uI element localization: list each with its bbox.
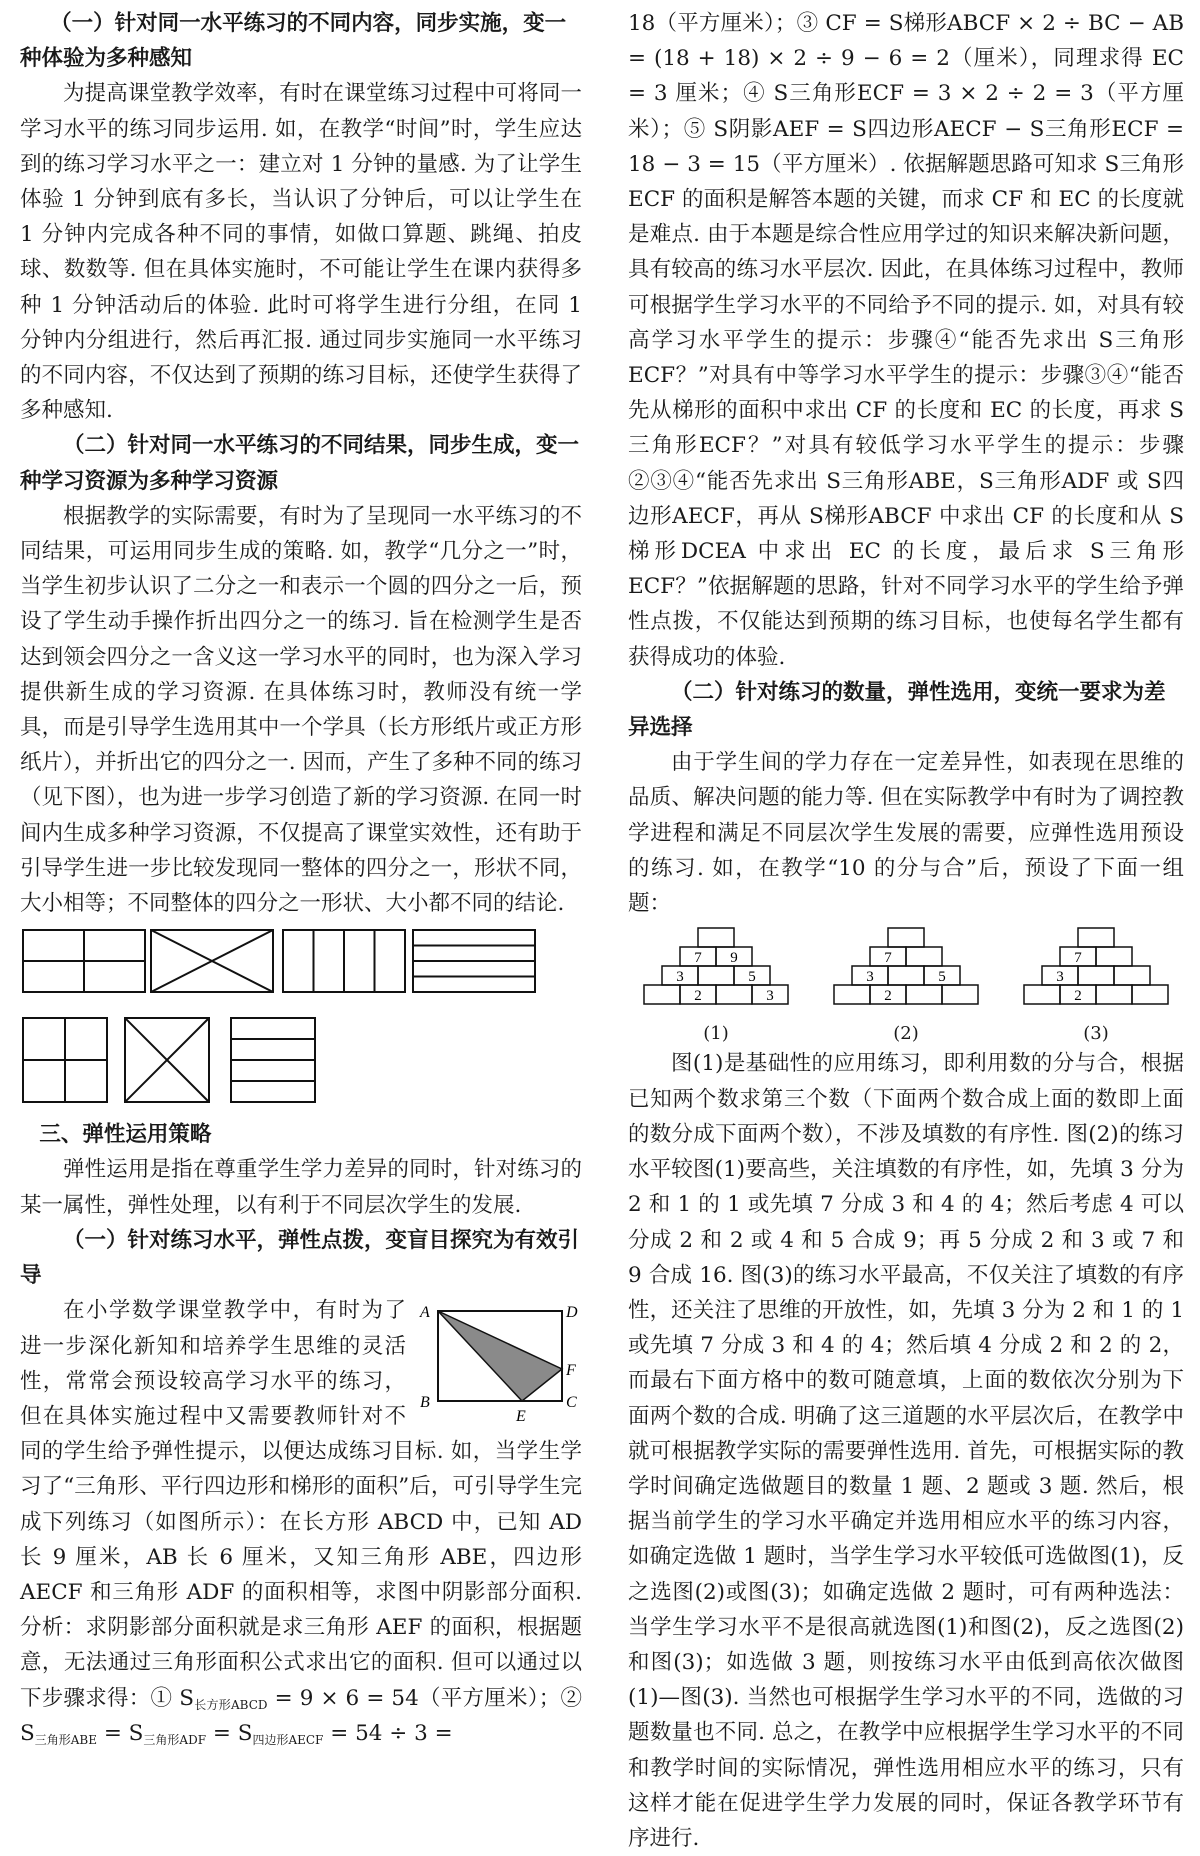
formula-part: = 9 × 6 = 54（平方厘米）；② S <box>20 1685 582 1746</box>
square-quarters-horizontal <box>230 1017 316 1103</box>
cell: 2 <box>694 988 702 1005</box>
cell: 3 <box>866 969 874 986</box>
number-pyramids <box>640 927 1172 1046</box>
section-heading-5: （二）针对练习的数量，弹性选用，变统一要求为差异选择 <box>628 679 1166 741</box>
cell: 3 <box>766 988 774 1005</box>
quarter-folding-figure <box>20 927 582 1113</box>
cell: 3 <box>676 969 684 986</box>
pyramid-1 <box>640 927 792 1046</box>
pyramid-2 <box>830 927 982 1046</box>
cell: 5 <box>748 969 756 986</box>
pyramid-2-caption: (2) <box>893 1023 919 1045</box>
square-quarters-diagonals <box>124 1017 210 1103</box>
rect-quarters-vertical <box>282 929 406 993</box>
pyramid-3 <box>1020 927 1172 1046</box>
paragraph-3: 弹性运用是指在尊重学生学力差异的同时，针对练习的某一属性，弹性处理，以有利于不同层次学生的发展. <box>20 1157 582 1218</box>
cell: 3 <box>1056 969 1064 986</box>
pyramid-3-caption: (3) <box>1083 1023 1109 1045</box>
formula-part: = S <box>96 1720 144 1746</box>
paragraph-2: 根据教学的实际需要，有时为了呈现同一水平练习的不同结果，可运用同步生成的策略. 如，教学“几分之一”时，当学生初步认识了二分之一和表示一个圆的四分之一后，预设了学生动手操作折出四分之一的练习. 旨在检测学生是否达到领会四分之一含义这一学习水平的同时，也为深入学习提供新生成的学习资源. 在具体练习时，教师没有统一学具，而是引导学生选用其中一个学具（长方形纸片或正方形纸片），并折出它的四分之一. 因而，产生了多种不同的练习（见下图），也为进一步学习创造了新的学习资源. 在同一时间内生成多种学习资源，不仅提高了课堂实效性，还有助于引导学生进一步比较发现同一整体的四分之一，形状不同，大小相等；不同整体的四分之一形状、大小都不同的结论. <box>20 503 582 917</box>
rect-quarters-horizontal <box>412 929 536 993</box>
label-a: A <box>420 1304 430 1322</box>
formula-part: = 54 ÷ 3 = <box>323 1720 453 1746</box>
cell: 2 <box>1074 988 1082 1005</box>
subscript: 长方形ABCD <box>194 1697 268 1712</box>
pyramid-1-grid <box>640 927 792 1007</box>
pyramid-2-grid <box>830 927 982 1007</box>
cell: 5 <box>938 969 946 986</box>
cell: 7 <box>694 950 702 967</box>
cell: 7 <box>1074 950 1082 967</box>
subscript: 三角形ADF <box>143 1732 207 1747</box>
left-column <box>20 6 582 1751</box>
section-heading-1: （一）针对同一水平练习的不同内容，同步实施，变一种体验为多种感知 <box>20 11 567 72</box>
subscript: 四边形AECF <box>252 1732 324 1747</box>
label-e: E <box>516 1408 526 1426</box>
label-d: D <box>566 1304 578 1322</box>
cell: 7 <box>884 950 892 967</box>
section-heading-3: 三、弹性运用策略 <box>39 1122 212 1148</box>
rectangle-abcd-figure <box>414 1297 582 1425</box>
label-c: C <box>566 1394 577 1412</box>
section-heading-2: （二）针对同一水平练习的不同结果，同步生成，变一种学习资源为多种学习资源 <box>20 433 580 494</box>
paragraph-1: 为提高课堂教学效率，有时在课堂练习过程中可将同一学习水平的练习同步运用. 如，在教学“时间”时，学生应达到的练习学习水平之一：建立对 1 分钟的量感. 为了让学生体验 1 分钟到底有多长，当认识了分钟后，可以让学生在 1 分钟内完成各种不同的事情，如做口算题、跳绳、拍皮球、数数等. 但在具体实施时，不可能让学生在课内获得多种 1 分钟活动后的体验. 此时可将学生进行分组，在同 1 分钟内分组进行，然后再汇报. 通过同步实施同一水平练习的不同内容，不仅达到了预期的练习目标，还使学生获得了多种感知. <box>20 81 582 424</box>
rect-quarters-grid <box>22 929 146 993</box>
right-column <box>628 6 1184 1856</box>
formula-part: = S <box>206 1720 253 1746</box>
section-heading-4: （一）针对练习水平，弹性点拨，变盲目探究为有效引导 <box>20 1227 580 1289</box>
label-f: F <box>566 1362 576 1380</box>
rect-quarters-diagonals <box>150 929 274 993</box>
subscript: 三角形ABE <box>34 1732 97 1747</box>
label-b: B <box>420 1394 430 1412</box>
paragraph-5: 18（平方厘米）；③ CF = S梯形ABCF × 2 ÷ BC − AB = (18 + 18) × 2 ÷ 9 − 6 = 2（厘米），同理求得 EC = 3 厘米；④ S三角形ECF = 3 × 2 ÷ 2 = 3（平方厘米）；⑤ S阴影AEF = S四边形AECF − S三角形ECF = 18 − 3 = 15（平方厘米）. 依据解题思路可知求 S三角形ECF 的面积是解答本题的关键，而求 CF 和 EC 的长度就是难点. 由于本题是综合性应用学过的知识来解决新问题，具有较高的练习水平层次. 因此，在具体练习过程中，教师可根据学生学习水平的不同给予不同的提示. 如，对具有较高学习水平学生的提示：步骤④“能否先求出 S三角形ECF？”对具有中等学习水平学生的提示：步骤③④“能否先从梯形的面积中求出 CF 的长度和 EC 的长度，再求 S三角形ECF？”对具有较低学习水平学生的提示：步骤②③④“能否先求出 S三角形ABE，S三角形ADF 或 S四边形AECF，再从 S梯形ABCF 中求出 CF 的长度和从 S梯形DCEA 中求出 EC 的长度，最后求 S三角形ECF？”依据解题的思路，针对不同学习水平的学生给予弹性点拨，不仅能达到预期的练习目标，也使每名学生都有获得成功的体验. <box>628 11 1184 670</box>
cell: 9 <box>730 950 738 967</box>
paragraph-7: 图(1)是基础性的应用练习，即利用数的分与合，根据已知两个数求第三个数（下面两个数合成上面的数即上面的数分成下面两个数），不涉及填数的有序性. 图(2)的练习水平较图(1)要高些，关注填数的有序性，如，先填 3 分为 2 和 1 的 1 或先填 7 分成 3 和 4 的 4；然后考虑 4 可以分成 2 和 2 或 4 和 5 合成 9；再 5 分成 2 和 3 或 7 和 9 合成 16. 图(3)的练习水平最高，不仅关注了填数的有序性，还关注了思维的开放性，如，先填 3 分为 2 和 1 的 1 或先填 7 分成 3 和 4 的 4；然后填 4 分成 2 和 2 的 2，而最右下面方格中的数可随意填，上面的数依次分别为下面两个数的合成. 明确了这三道题的水平层次后，在教学中就可根据教学实际的需要弹性选用. 首先，可根据实际的教学时间确定选做题目的数量 1 题、2 题或 3 题. 然后，根据当前学生的学习水平确定并选用相应水平的练习内容，如确定选做 1 题时，当学生学习水平较低可选做图(1)，反之选图(2)或图(3)；如确定选做 2 题时，可有两种选法：当学生学习水平不是很高就选图(1)和图(2)，反之选图(2)和图(3)；如选做 3 题，则按练习水平由低到高依次做图(1)—图(3). 当然也可根据学生学习水平的不同，选做的习题数量也不同. 总之，在教学中应根据学生学习水平的不同和教学时间的实际情况，弹性选用相应水平的练习，只有这样才能在促进学生学力发展的同时，保证各教学环节有序进行. <box>628 1051 1184 1851</box>
pyramid-3-grid <box>1020 927 1172 1007</box>
paragraph-6: 由于学生间的学力存在一定差异性，如表现在思维的品质、解决问题的能力等. 但在实际教学中有时为了调控教学进程和满足不同层次学生发展的需要，应弹性选用预设的练习. 如，在教学“10 的分与合”后，预设了下面一组题： <box>628 750 1184 917</box>
paragraph-4-text: 在小学数学课堂教学中，有时为了进一步深化新知和培养学生思维的灵活性，常常会预设较高学习水平的练习，但在具体实施过程中又需要教师针对不同的学生给予弹性提示，以便达成练习目标. 如，当学生学习了“三角形、平行四边形和梯形的面积”后，可引导学生完成下列练习（如图所示）：在长方形 ABCD 中，已知 AD 长 9 厘米，AB 长 6 厘米，又知三角形 ABE，四边形 AECF 和三角形 ADF 的面积相等，求图中阴影部分面积. 分析：求阴影部分面积就是求三角形 AEF 的面积，根据题意，无法通过三角形面积公式求出它的面积. 但可以通过以下步骤求得：① S <box>20 1298 582 1711</box>
pyramid-1-caption: (1) <box>703 1023 729 1045</box>
cell: 2 <box>884 988 892 1005</box>
square-quarters-grid <box>22 1017 108 1103</box>
